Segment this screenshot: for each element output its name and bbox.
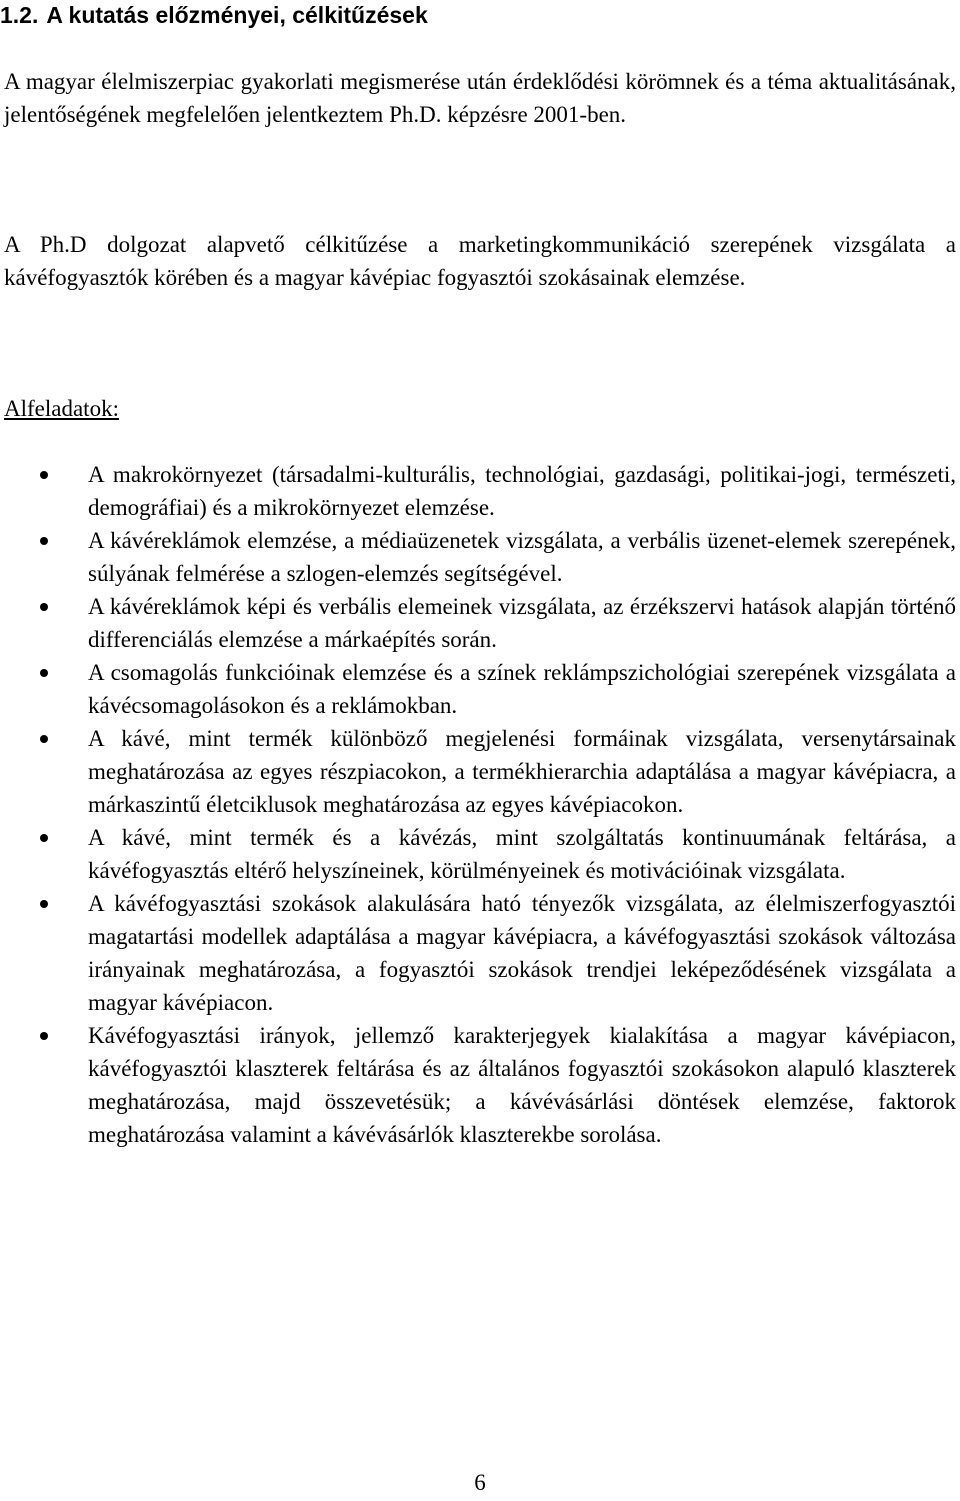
list-item-text: A makrokörnyezet (társadalmi-kulturális, technológiai, gazdasági, politikai-jogi, természeti, demográfiai) és a mikrokörnyezet elemzése. [88, 462, 956, 520]
paragraph-objective: A Ph.D dolgozat alapvető célkitűzése a marketingkommunikáció szerepének vizsgálata a kávéfogyasztók körében és a magyar kávépiac fogyasztói szokásainak elemzése. [4, 232, 956, 290]
list-item-text: Kávéfogyasztási irányok, jellemző karakterjegyek kialakítása a magyar kávépiacon, kávéfogyasztói klaszterek feltárása és az általános fogyasztói szokásokon alapuló klaszterek meghatározása, majd összevetésük; a kávévásárlási döntések elemzése, faktorok meghatározása valamint a kávévásárlók klaszterekbe sorolása. [88, 1023, 956, 1147]
list-item [4, 887, 956, 1019]
list-item [4, 656, 956, 722]
bullet-icon [40, 900, 48, 908]
list-item [4, 524, 956, 590]
bullet-icon [40, 603, 48, 611]
bullet-icon [40, 669, 48, 677]
bullet-icon [40, 735, 48, 743]
page-number: 6 [474, 1470, 486, 1495]
list-item-text: A kávéreklámok képi és verbális elemeinek vizsgálata, az érzékszervi hatások alapján történő differenciálás elemzése a márkaépítés során. [88, 594, 956, 652]
list-item-text: A kávé, mint termék különböző megjelenési formáinak vizsgálata, versenytársainak meghatározása az egyes részpiacokon, a termékhierarchia adaptálása a magyar kávépiacra, a márkaszintű életciklusok meghatározása az egyes kávépiacokon. [88, 726, 956, 817]
list-item [4, 821, 956, 887]
section-heading [0, 0, 960, 30]
list-item-text: A kávé, mint termék és a kávézás, mint szolgáltatás kontinuumának feltárása, a kávéfogyasztás eltérő helyszíneinek, körülményeinek és motivációinak vizsgálata. [88, 825, 956, 883]
list-item-text: A kávéreklámok elemzése, a médiaüzenetek vizsgálata, a verbális üzenet-elemek szerepének, súlyának felmérése a szlogen-elemzés segítségével. [88, 528, 956, 586]
section-title: A kutatás előzményei, célkitűzések [46, 2, 428, 28]
list-item-text: A kávéfogyasztási szokások alakulására ható tényezők vizsgálata, az élelmiszerfogyasztói magatartási modellek adaptálása a magyar kávépiacra, a kávéfogyasztási szokások változása irányainak meghatározása, a fogyasztói szokások trendjei leképeződésének vizsgálata a magyar kávépiacon. [88, 891, 956, 1015]
bullet-icon [40, 1032, 48, 1040]
section-number: 1.2. [0, 2, 39, 28]
list-item [4, 1019, 956, 1151]
bullet-icon [40, 834, 48, 842]
list-item-text: A csomagolás funkcióinak elemzése és a színek reklámpszichológiai szerepének vizsgálata a kávécsomagolásokon és a reklámokban. [88, 660, 956, 718]
list-item [4, 590, 956, 656]
subheading-subtasks: Alfeladatok: [4, 396, 119, 421]
bullet-icon [40, 537, 48, 545]
list-item [4, 458, 956, 524]
bullet-icon [40, 471, 48, 479]
list-item [4, 722, 956, 821]
subtask-list [4, 458, 956, 1151]
paragraph-intro: A magyar élelmiszerpiac gyakorlati megismerése után érdeklődési körömnek és a téma aktualitásának, jelentőségének megfelelően jelentkeztem Ph.D. képzésre 2001-ben. [4, 69, 956, 127]
